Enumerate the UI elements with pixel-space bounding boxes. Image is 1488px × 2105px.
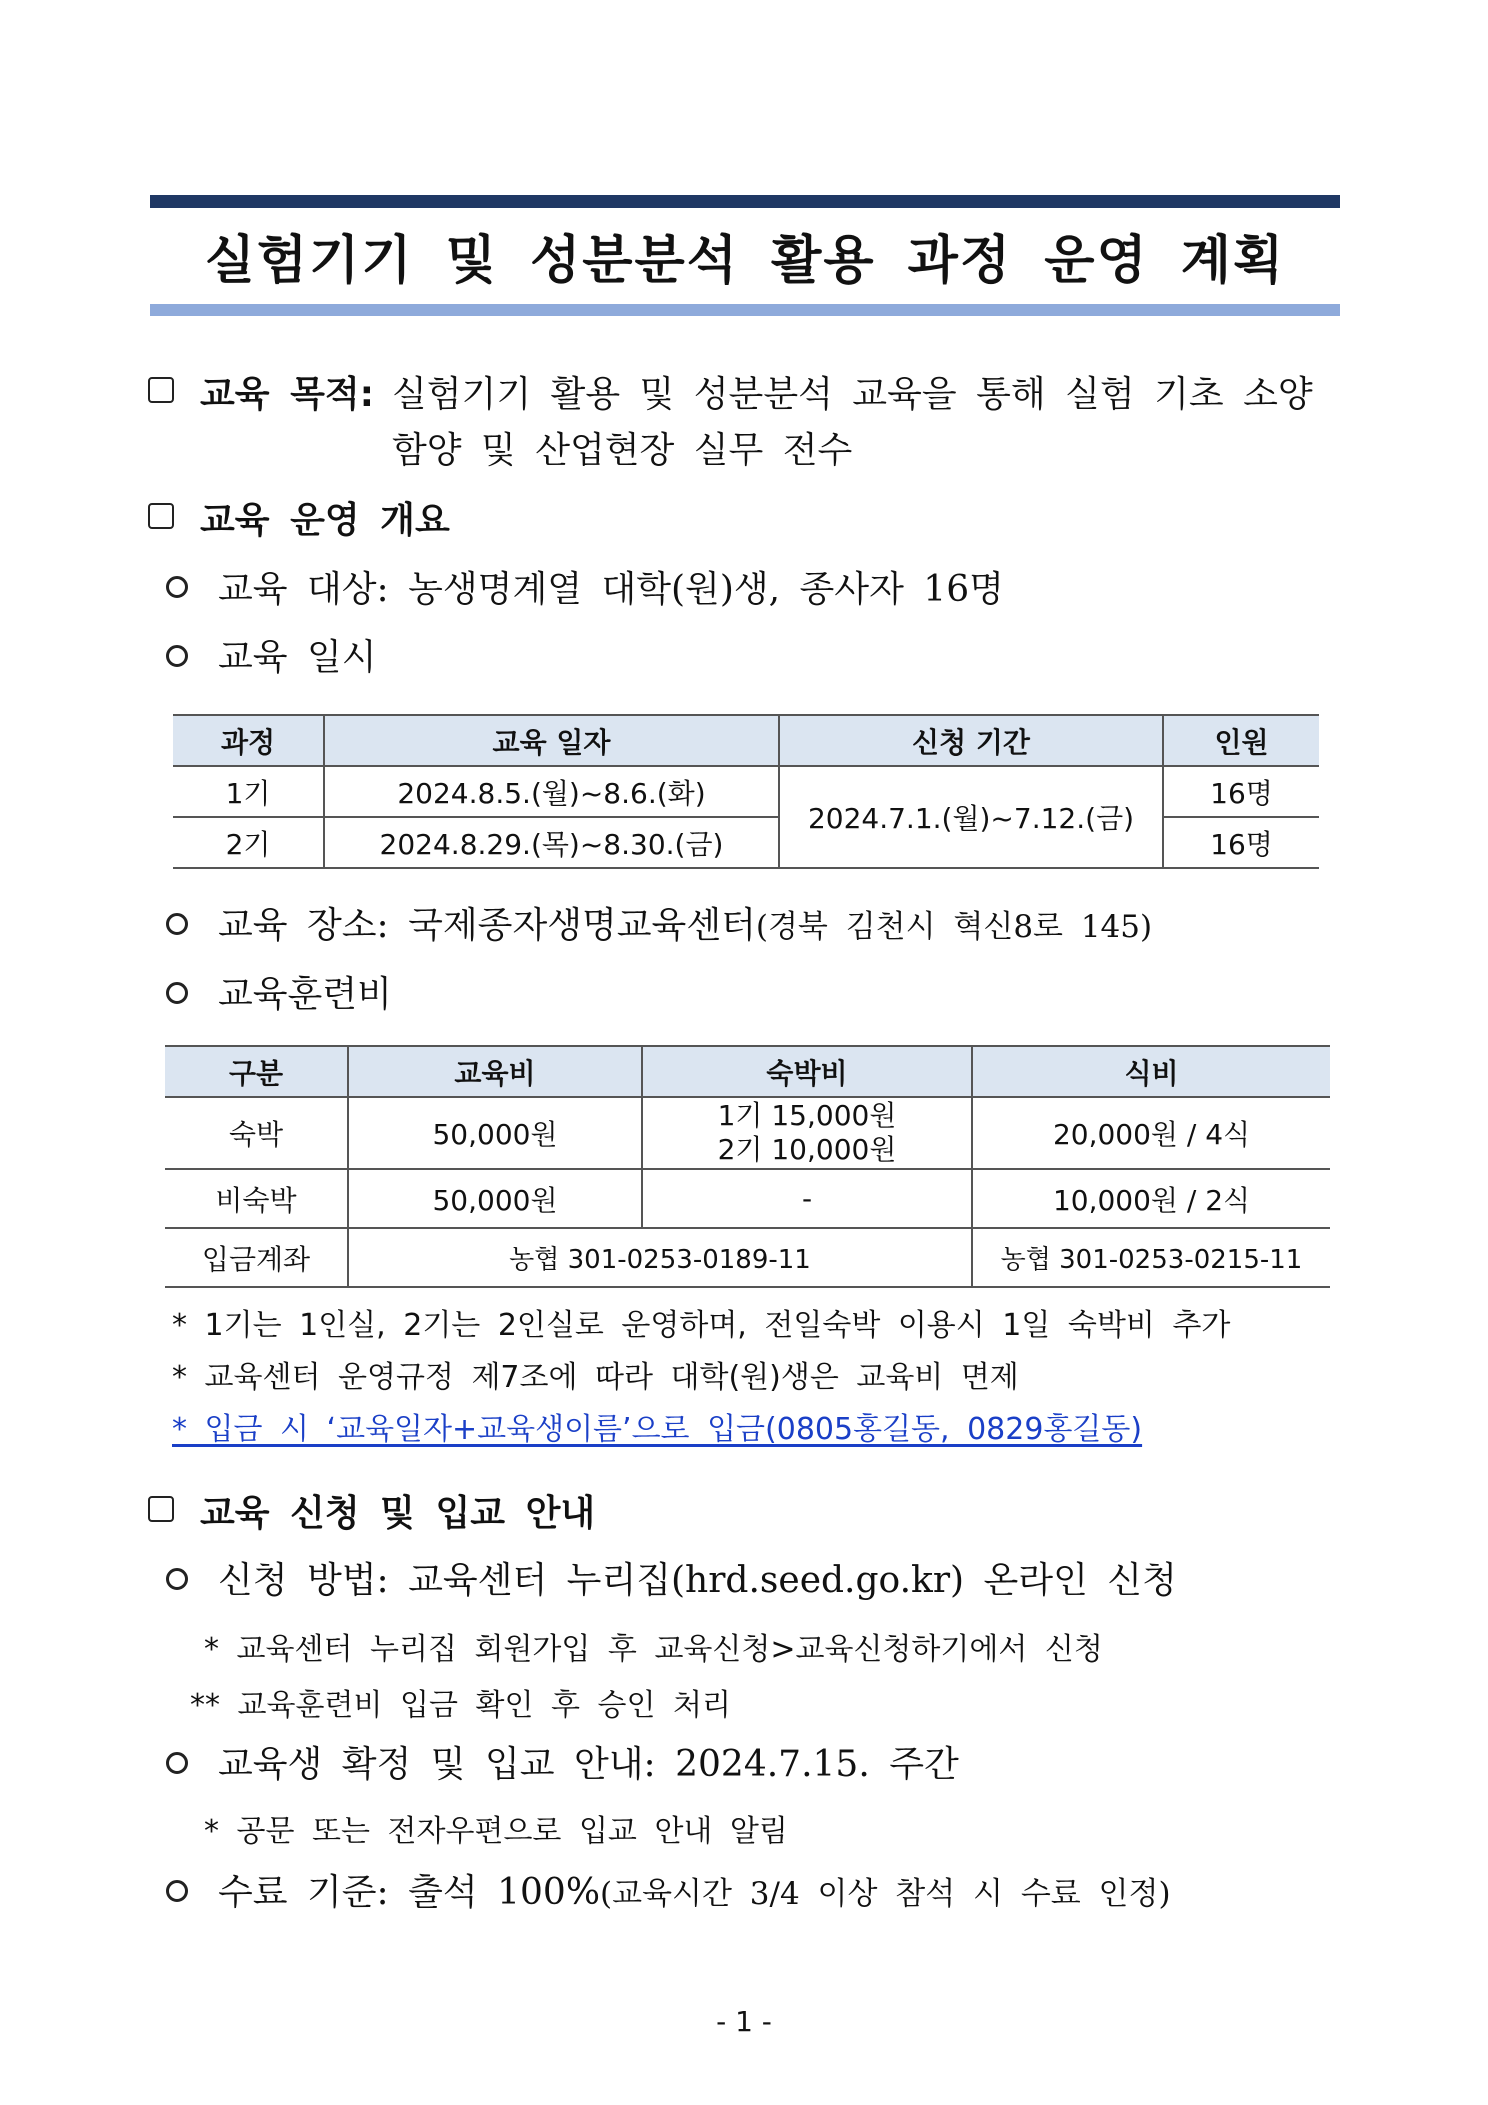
schedule-dates: 2024.8.29.(목)~8.30.(금) [324, 817, 779, 868]
bullet-circle-icon [166, 576, 188, 598]
section-checkbox-icon [148, 377, 174, 403]
overview-heading: 교육 운영 개요 [200, 500, 450, 541]
bullet-circle-icon [166, 913, 188, 935]
page-number: - 1 - [716, 2005, 772, 2038]
bullet-circle-icon [166, 982, 188, 1004]
fee-stay-label: 숙박 [165, 1097, 348, 1169]
place-text [218, 897, 1152, 948]
target-text: 교육 대상: 농생명계열 대학(원)생, 종사자 16명 [218, 569, 1004, 610]
title-bottom-bar [150, 304, 1340, 316]
schedule-dates: 2024.8.5.(월)~8.6.(화) [324, 766, 779, 817]
purpose-text-line2: 함양 및 산업현장 실무 전수 [392, 430, 853, 471]
fee-lodging-line1: 1기 15,000원 [717, 1099, 897, 1132]
table-row [173, 766, 1319, 817]
fee-meal-account: 농협 301-0253-0215-11 [972, 1228, 1330, 1287]
page-title: 실험기기 및 성분분석 활용 과정 운영 계획 [204, 231, 1286, 291]
schedule-header-course: 과정 [173, 715, 324, 766]
purpose-text-line1: 실험기기 활용 및 성분분석 교육을 통해 실험 기초 소양 [392, 374, 1313, 415]
table-row [165, 1097, 1330, 1169]
fee-table [165, 1045, 1330, 1288]
fee-label: 교육훈련비 [218, 974, 392, 1015]
fee-note-3-link: * 입금 시 ‘교육일자+교육생이름’으로 입금(0805홍길동, 0829홍길동) [172, 1412, 1143, 1447]
fee-note-1: * 1기는 1인실, 2기는 2인실로 운영하며, 전일숙박 이용시 1일 숙박비 추가 [172, 1308, 1231, 1343]
apply-method-note2: ** 교육훈련비 입금 확인 후 승인 처리 [190, 1688, 731, 1723]
bullet-circle-icon [166, 645, 188, 667]
fee-header-meal: 식비 [972, 1046, 1330, 1097]
section-checkbox-icon [148, 1496, 174, 1522]
schedule-label: 교육 일시 [218, 637, 377, 678]
fee-nostay-label: 비숙박 [165, 1169, 348, 1228]
schedule-course: 1기 [173, 766, 324, 817]
schedule-people: 16명 [1163, 817, 1319, 868]
fee-nostay-edu: 50,000원 [348, 1169, 642, 1228]
completion-detail: (교육시간 3/4 이상 참석 시 수료 인정) [600, 1876, 1171, 1912]
fee-lodging-line2: 2기 10,000원 [717, 1133, 897, 1166]
place-detail: (경북 김천시 혁신8로 145) [755, 909, 1153, 945]
completion-main: 수료 기준: 출석 100% [218, 1872, 601, 1913]
bullet-circle-icon [166, 1568, 188, 1590]
schedule-table [173, 714, 1319, 869]
apply-method-note1: * 교육센터 누리집 회원가입 후 교육신청>교육신청하기에서 신청 [204, 1632, 1103, 1667]
confirm-note: * 공문 또는 전자우편으로 입교 안내 알림 [204, 1814, 788, 1849]
fee-nostay-meal: 10,000원 / 2식 [972, 1169, 1330, 1228]
fee-header-edu: 교육비 [348, 1046, 642, 1097]
table-row [165, 1169, 1330, 1228]
fee-header-category: 구분 [165, 1046, 348, 1097]
fee-nostay-lodging: - [642, 1169, 972, 1228]
schedule-people: 16명 [1163, 766, 1319, 817]
fee-stay-lodging [642, 1097, 972, 1169]
apply-method: 신청 방법: 교육센터 누리집(hrd.seed.go.kr) 온라인 신청 [218, 1560, 1177, 1601]
fee-stay-edu: 50,000원 [348, 1097, 642, 1169]
fee-edu-account: 농협 301-0253-0189-11 [348, 1228, 972, 1287]
bullet-circle-icon [166, 1752, 188, 1774]
confirm-text: 교육생 확정 및 입교 안내: 2024.7.15. 주간 [218, 1744, 959, 1785]
apply-heading: 교육 신청 및 입교 안내 [200, 1493, 596, 1534]
fee-header-lodging: 숙박비 [642, 1046, 972, 1097]
table-row [165, 1228, 1330, 1287]
completion-text [218, 1864, 1171, 1915]
purpose-label: 교육 목적: [200, 374, 375, 415]
bullet-circle-icon [166, 1880, 188, 1902]
fee-account-label: 입금계좌 [165, 1228, 348, 1287]
section-checkbox-icon [148, 503, 174, 529]
place-main: 교육 장소: 국제종자생명교육센터 [218, 905, 756, 946]
fee-stay-meal: 20,000원 / 4식 [972, 1097, 1330, 1169]
title-top-bar [150, 195, 1340, 208]
schedule-header-dates: 교육 일자 [324, 715, 779, 766]
schedule-header-application: 신청 기간 [779, 715, 1163, 766]
schedule-course: 2기 [173, 817, 324, 868]
fee-note-2: * 교육센터 운영규정 제7조에 따라 대학(원)생은 교육비 면제 [172, 1360, 1019, 1395]
schedule-application-period: 2024.7.1.(월)~7.12.(금) [779, 766, 1163, 868]
schedule-header-people: 인원 [1163, 715, 1319, 766]
